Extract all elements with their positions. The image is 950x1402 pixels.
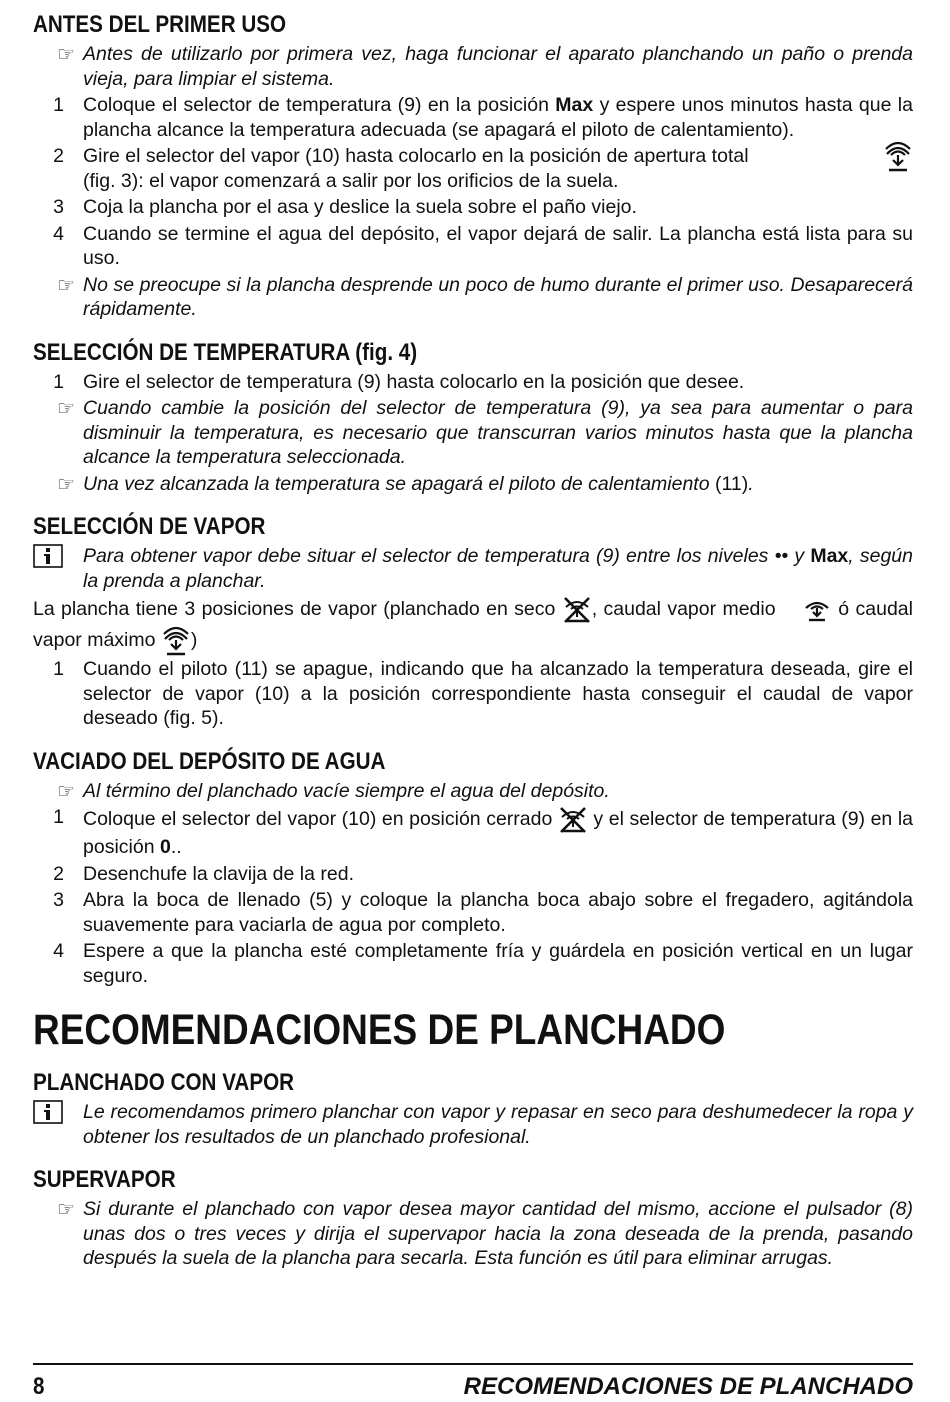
info-text: Le recomendamos primero planchar con vapor y repasar en seco para deshumedecer la ropa y obtener los resultados de un planchado profesional. [83, 1101, 913, 1148]
note-end: . [748, 472, 754, 495]
heading-seleccion-vapor: SELECCIÓN DE VAPOR [33, 513, 266, 540]
item-number: 1 [53, 94, 64, 116]
item-number: 1 [53, 370, 64, 393]
item-number: 4 [53, 222, 64, 245]
note-text: Cuando cambie la posición del selector de temperatura (9), ya sea para aumentar o para disminuir la temperatura, es necesario que transcurran varios minutos hasta que la plancha alcance la temperatura seleccionada. [83, 397, 913, 468]
heading-seleccion-temperatura: SELECCIÓN DE TEMPERATURA (fig. 4) [33, 338, 418, 366]
paragraph-text: ) [190, 629, 198, 652]
info-row [33, 544, 913, 593]
paragraph-text: ó caudal vapor máximo [33, 598, 913, 652]
item-number: 1 [53, 658, 64, 680]
item-number: 3 [53, 196, 64, 218]
note-ref: (11) [709, 472, 749, 495]
list-item [33, 370, 913, 395]
steam-medium-icon [802, 597, 832, 623]
info-text: , según la prenda a planchar. [83, 545, 914, 592]
note-text: No se preocupe si la plancha desprende un poco de humo durante el primer uso. Desaparecerá rápidamente. [83, 273, 913, 320]
item-number: 2 [53, 862, 64, 885]
paragraph-text: , caudal vapor medio [591, 598, 782, 621]
item-text: Espere a que la plancha esté completamente fría y guárdela en posición vertical en un lugar seguro. [83, 940, 913, 987]
note-text: Antes de utilizarlo por primera vez, haga funcionar el aparato planchando un paño o prenda vieja, para limpiar el sistema. [83, 43, 913, 90]
item-text: Coloque el selector de temperatura (9) en la posición [83, 94, 556, 116]
item-text: Desenchufe la clavija de la red. [83, 862, 354, 885]
info-box-icon [33, 544, 75, 575]
item-text: Gire el selector de temperatura (9) hasta colocarlo en la posición que desee. [83, 370, 745, 393]
item-text: Coloque el selector del vapor (10) en posición cerrado [83, 808, 558, 831]
item-number: 1 [53, 806, 64, 828]
list-item [33, 862, 913, 887]
footer-title: RECOMENDACIONES DE PLANCHADO [463, 1373, 913, 1400]
item-text: .. [170, 836, 182, 858]
list-item [33, 657, 913, 731]
heading-planchado-con-vapor: PLANCHADO CON VAPOR [33, 1069, 295, 1096]
pointing-hand-icon: ☞ [57, 42, 75, 66]
steam-positions-paragraph [33, 595, 913, 657]
info-box-icon [33, 1100, 75, 1131]
item-bold-text: Max [555, 94, 594, 116]
note-row [33, 396, 913, 470]
item-text: y el selector de temperatura (9) en la posición [83, 808, 913, 858]
steam-off-icon [558, 805, 588, 835]
item-text: Coja la plancha por el asa y deslice la suela sobre el paño viejo. [83, 196, 637, 218]
item-bold-text: 0 [159, 836, 171, 858]
info-bold-text: Max [810, 545, 849, 567]
heading-supervapor: SUPERVAPOR [33, 1166, 176, 1193]
item-text: Gire el selector del vapor (10) hasta colocarlo en la posición de apertura total [83, 145, 749, 167]
steam-off-icon [562, 595, 592, 625]
note-text: Una vez alcanzada la temperatura se apagará el piloto de calentamiento [83, 472, 710, 495]
list-item [33, 805, 913, 860]
item-text: Abra la boca de llenado (5) y coloque la plancha boca abajo sobre el fregadero, agitándola suavemente para vaciarla de agua por completo. [83, 889, 913, 936]
item-number: 3 [53, 889, 64, 911]
note-row [33, 273, 913, 322]
info-row [33, 1100, 913, 1149]
steam-max-icon [883, 140, 913, 174]
note-row [33, 779, 913, 804]
note-row [33, 472, 913, 497]
heading-antes-primer-uso: ANTES DEL PRIMER USO [33, 11, 287, 38]
note-row [33, 42, 913, 91]
list-item [33, 888, 913, 937]
note-row [33, 1197, 913, 1271]
pointing-hand-icon: ☞ [57, 1197, 75, 1221]
steam-max-icon [161, 625, 191, 657]
pointing-hand-icon: ☞ [57, 396, 75, 420]
list-item [33, 144, 913, 193]
heading-vaciado-deposito: VACIADO DEL DEPÓSITO DE AGUA [33, 747, 386, 775]
pointing-hand-icon: ☞ [57, 778, 75, 803]
list-item [33, 939, 913, 988]
item-text: y espere unos minutos hasta que la plancha alcance la temperatura adecuada (se apagará el piloto de calentamiento). [83, 94, 913, 141]
info-text: Para obtener vapor debe situar el selector de temperatura (9) entre los niveles •• y [83, 545, 811, 567]
item-text: Cuando el piloto (11) se apague, indicando que ha alcanzado la temperatura deseada, gire el selector de vapor (10) a la posición correspondiente hasta conseguir el caudal de vapor deseado (fig. 5). [83, 658, 913, 729]
paragraph-text: La plancha tiene 3 posiciones de vapor (planchado en seco [33, 598, 562, 621]
item-text: (fig. 3): el vapor comenzará a salir por los orificios de la suela. [83, 169, 619, 192]
pointing-hand-icon: ☞ [57, 272, 75, 297]
item-number: 2 [53, 145, 64, 167]
list-item [33, 93, 913, 142]
footer-divider [33, 1363, 913, 1365]
note-text: Al término del planchado vacíe siempre el agua del depósito. [83, 779, 610, 802]
note-text: Si durante el planchado con vapor desea mayor cantidad del mismo, accione el pulsador (8) unas dos o tres veces y dirija el supervapor hacia la zona deseada de la prenda, pasando después la suela de la plancha para secarla. Esta función es útil para eliminar arrugas. [83, 1198, 913, 1269]
list-item [33, 222, 913, 271]
item-text: Cuando se termine el agua del depósito, el vapor dejará de salir. La plancha está lista para su uso. [83, 222, 913, 269]
main-heading: RECOMENDACIONES DE PLANCHADO [33, 1006, 726, 1054]
pointing-hand-icon: ☞ [57, 471, 75, 496]
item-number: 4 [53, 940, 64, 962]
page-number: 8 [33, 1373, 45, 1400]
list-item [33, 195, 913, 220]
